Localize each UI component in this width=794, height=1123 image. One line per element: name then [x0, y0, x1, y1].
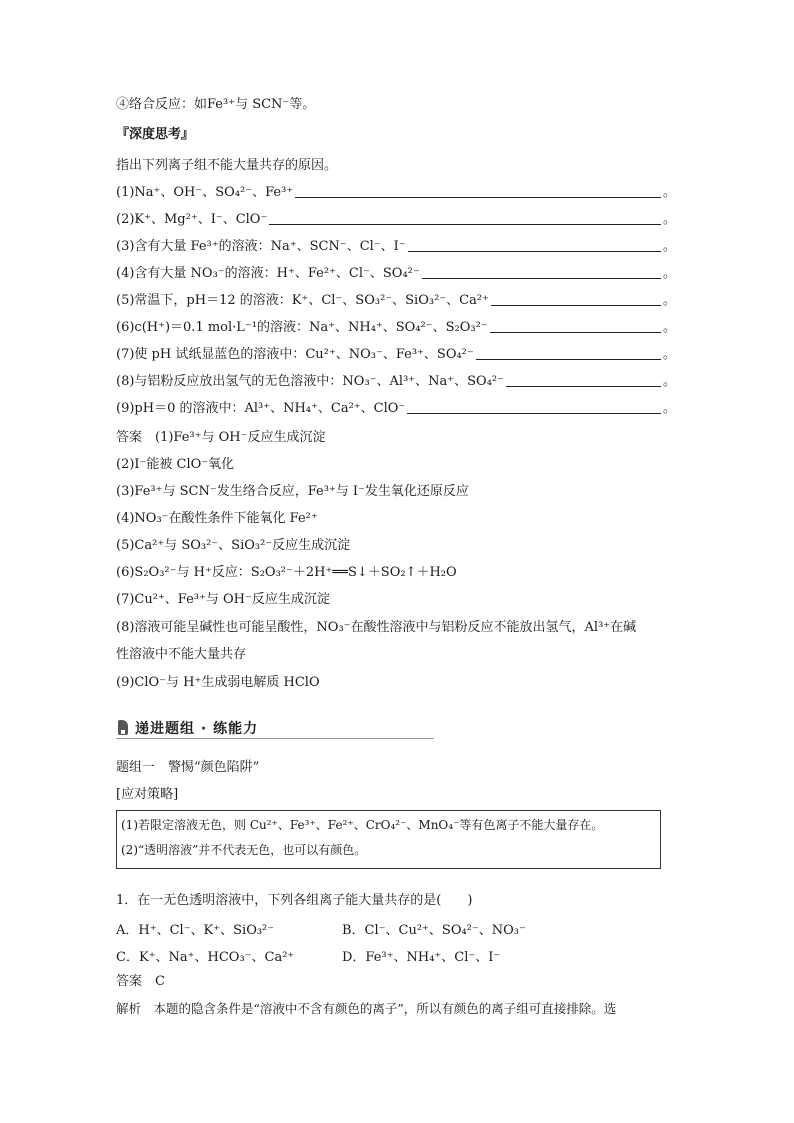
heading-bracket-open: 『 [116, 127, 130, 142]
answer-blank [295, 196, 661, 198]
question-end: 。 [662, 293, 676, 308]
answer-line: (5)Ca²⁺与 SO₃²⁻、SiO₃²⁻反应生成沉淀 [116, 538, 351, 553]
question-text: (7)使 pH 试纸显蓝色的溶液中：Cu²⁺、NO₃⁻、Fe³⁺、SO₄²⁻ [116, 347, 474, 362]
question-stem: 1．在一无色透明溶液中，下列各组离子能大量共存的是( ) [116, 893, 473, 908]
answer-line: (2)I⁻能被 ClO⁻氧化 [116, 457, 235, 472]
question-item [116, 238, 676, 256]
heading-text: 深度思考 [129, 127, 182, 142]
group-title: 题组一 警惕“颜色陷阱” [116, 760, 260, 775]
question-text: (4)含有大量 NO₃⁻的溶液：H⁺、Fe²⁺、Cl⁻、SO₄²⁻ [116, 266, 420, 281]
answer-blank [506, 385, 661, 387]
answer-blank [407, 412, 661, 414]
answer-blank [408, 250, 661, 252]
question-text: (8)与铝粉反应放出氢气的无色溶液中：NO₃⁻、Al³⁺、Na⁺、SO₄²⁻ [116, 374, 504, 389]
question-end: 。 [662, 347, 676, 362]
answer-line: (3)Fe³⁺与 SCN⁻发生络合反应，Fe³⁺与 I⁻发生氧化还原反应 [116, 484, 469, 499]
intro-line: ④络合反应：如Fe³⁺与 SCN⁻等。 [116, 97, 316, 112]
answer-blank [491, 304, 661, 306]
question-end: 。 [662, 239, 676, 254]
answer-blank [490, 331, 661, 333]
strategy-line: (2)“透明溶液”并不代表无色，也可以有颜色。 [121, 843, 367, 857]
question-end: 。 [662, 212, 676, 227]
question-end: 。 [662, 266, 676, 281]
question-item [116, 265, 676, 283]
question-item [116, 373, 676, 391]
question-answer: 答案 C [116, 974, 165, 989]
answer-line: 性溶液中不能大量共存 [116, 647, 247, 662]
answer-line: (4)NO₃⁻在酸性条件下能氧化 Fe²⁺ [116, 511, 318, 526]
answer-line: (6)S₂O₃²⁻与 H⁺反应：S₂O₃²⁻＋2H⁺══S↓＋SO₂↑＋H₂O [116, 565, 457, 580]
answer-line: (9)ClO⁻与 H⁺生成弱电解质 HClO [116, 675, 320, 690]
question-text: (2)K⁺、Mg²⁺、I⁻、ClO⁻ [116, 212, 268, 227]
answer-line: 答案 (1)Fe³⁺与 OH⁻反应生成沉淀 [116, 430, 326, 445]
question-analysis: 解析 本题的隐含条件是“溶液中不含有颜色的离子”，所以有颜色的离子组可直接排除。选 [116, 1001, 617, 1016]
strategy-line: (1)若限定溶液无色，则 Cu²⁺、Fe³⁺、Fe²⁺、CrO₄²⁻、MnO₄⁻等有色离子不能大量存在。 [121, 818, 604, 832]
question-item [116, 319, 676, 337]
question-item [116, 211, 676, 229]
option-b: B．Cl⁻、Cu²⁺、SO₄²⁻、NO₃⁻ [342, 923, 526, 938]
question-item [116, 400, 676, 418]
question-end: 。 [662, 401, 676, 416]
question-item [116, 292, 676, 310]
question-item [116, 346, 676, 364]
answer-blank [269, 223, 661, 225]
strategy-label: [应对策略] [116, 787, 179, 802]
question-end: 。 [662, 320, 676, 335]
option-d: D．Fe³⁺、NH₄⁺、Cl⁻、I⁻ [342, 950, 501, 965]
question-text: (5)常温下，pH＝12 的溶液：K⁺、Cl⁻、SO₃²⁻、SiO₃²⁻、Ca²⁺ [116, 293, 489, 308]
question-item [116, 184, 676, 202]
answer-line: (8)溶液可能呈碱性也可能呈酸性，NO₃⁻在酸性溶液中与铝粉反应不能放出氢气，Al³⁺在碱 [116, 620, 637, 635]
prompt-line: 指出下列离子组不能大量共存的原因。 [116, 158, 338, 173]
answer-blank [476, 358, 661, 360]
option-a: A．H⁺、Cl⁻、K⁺、SiO₃²⁻ [116, 923, 275, 938]
question-text: (1)Na⁺、OH⁻、SO₄²⁻、Fe³⁺ [116, 185, 294, 200]
strategy-box [116, 810, 661, 869]
question-text: (6)c(H⁺)＝0.1 mol·L⁻¹的溶液：Na⁺、NH₄⁺、SO₄²⁻、S₂O₃²⁻ [116, 320, 488, 335]
deep-thinking-heading [116, 126, 194, 144]
section-title [116, 718, 434, 739]
answer-line: (7)Cu²⁺、Fe³⁺与 OH⁻反应生成沉淀 [116, 592, 330, 607]
question-text: (3)含有大量 Fe³⁺的溶液：Na⁺、SCN⁻、Cl⁻、I⁻ [116, 239, 406, 254]
heading-bracket-close: 』 [181, 127, 195, 142]
answer-blank [422, 277, 661, 279]
question-text: (9)pH＝0 的溶液中：Al³⁺、NH₄⁺、Ca²⁺、ClO⁻ [116, 401, 406, 416]
option-c: C．K⁺、Na⁺、HCO₃⁻、Ca²⁺ [116, 950, 295, 965]
section-marker-icon [118, 720, 128, 735]
question-end: 。 [662, 185, 676, 200]
section-title-text: 递进题组 · 练能力 [135, 721, 259, 737]
question-end: 。 [662, 374, 676, 389]
